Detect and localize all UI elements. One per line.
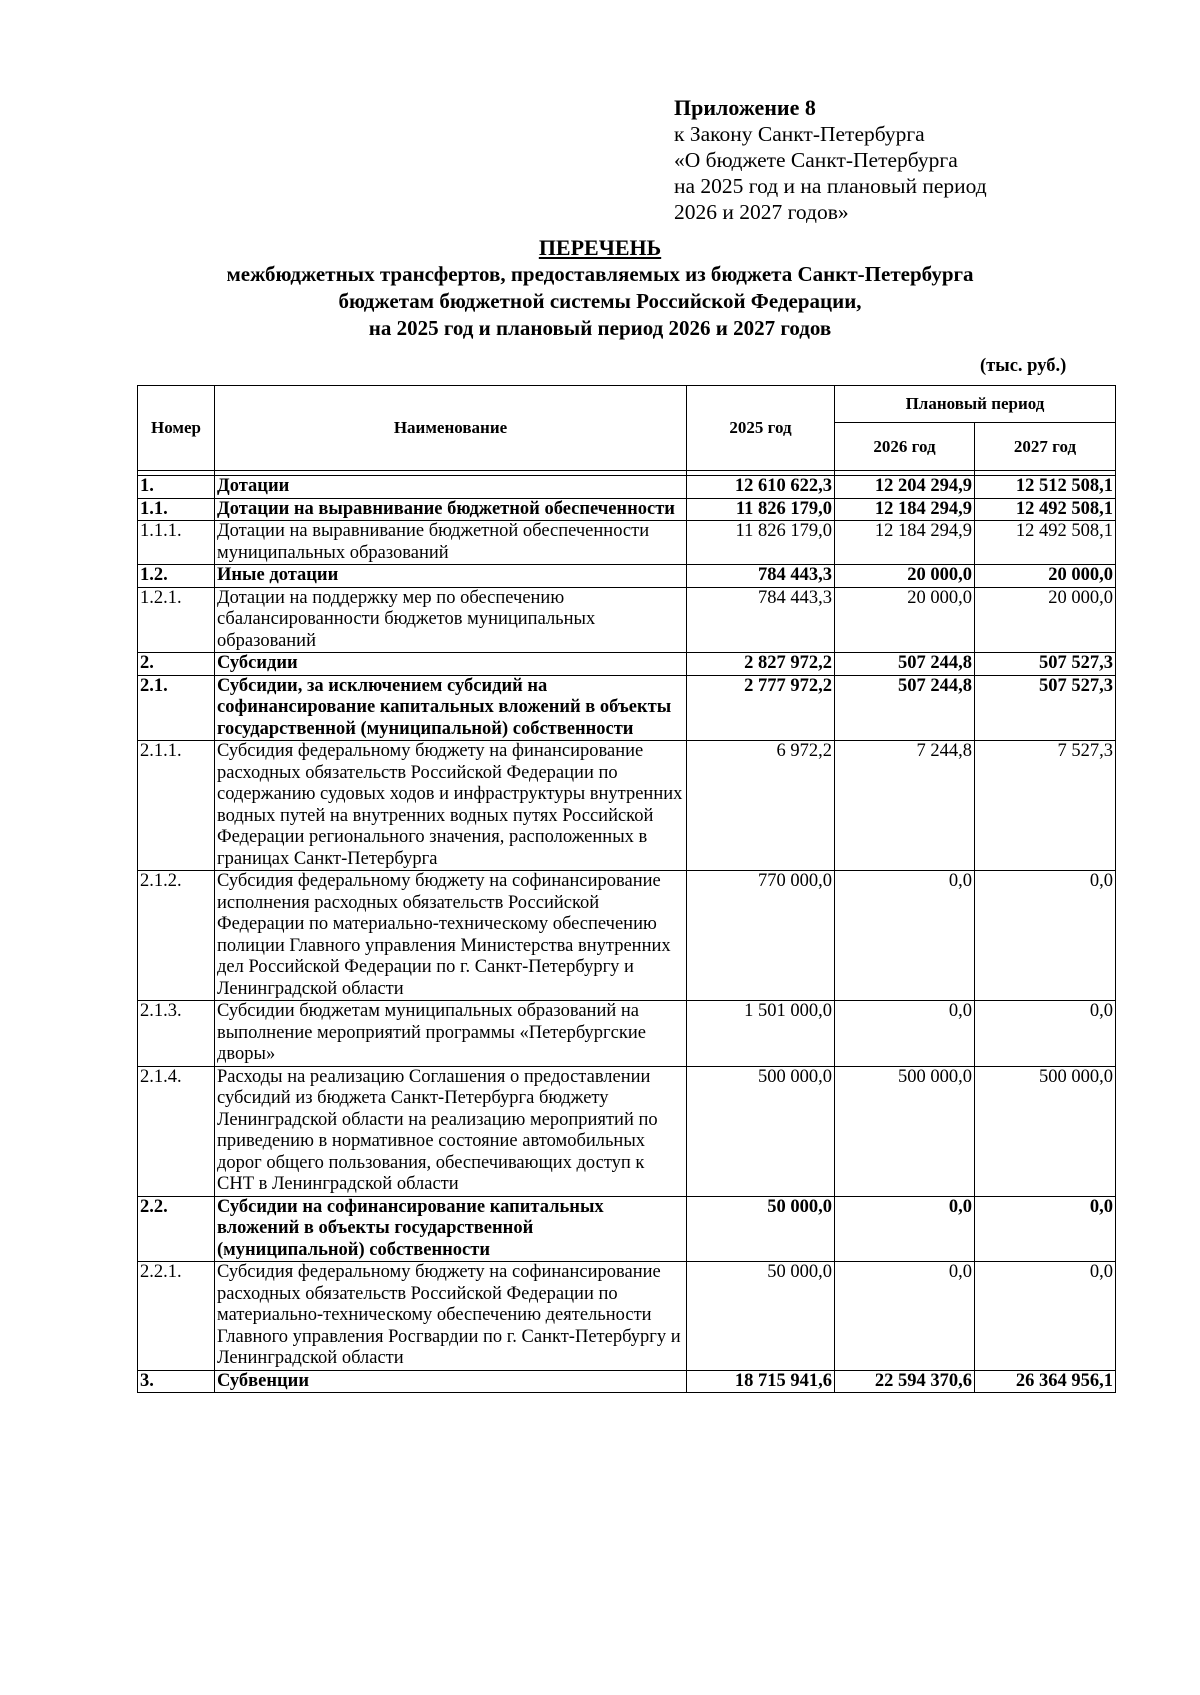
table-row (138, 653, 1116, 676)
row-name: Дотации на выравнивание бюджетной обеспеченности муниципальных образований (215, 521, 687, 565)
row-name: Субсидия федеральному бюджету на софинансирование расходных обязательств Российской Федерации по материально-техническому обеспечению деятельности Главного управления Росгвардии по г. Санкт-Петербургу и Ленинградской области (215, 1262, 687, 1371)
header-2027: 2027 год (975, 423, 1116, 471)
row-value-2027: 7 527,3 (975, 741, 1116, 871)
row-number: 1.1. (138, 498, 215, 521)
row-value-2027: 12 512 508,1 (975, 476, 1116, 499)
row-number: 2. (138, 653, 215, 676)
table-row (138, 1066, 1116, 1196)
row-number: 1. (138, 476, 215, 499)
appendix-line: 2026 и 2027 годов» (674, 200, 849, 224)
row-name: Расходы на реализацию Соглашения о предоставлении субсидий из бюджета Санкт-Петербурга бюджету Ленинградской области на реализацию мероприятий по приведению в нормативное состояние автомобильных дорог общего пользования, обеспечивающих доступ к СНТ в Ленинградской области (215, 1066, 687, 1196)
row-value-2026: 20 000,0 (835, 587, 975, 653)
row-name: Субсидии бюджетам муниципальных образований на выполнение мероприятий программы «Петербургские дворы» (215, 1001, 687, 1067)
row-value-2025: 50 000,0 (687, 1196, 835, 1262)
row-value-2026: 0,0 (835, 1001, 975, 1067)
row-value-2025: 784 443,3 (687, 565, 835, 588)
row-number: 2.1.2. (138, 871, 215, 1001)
table-row (138, 1370, 1116, 1393)
row-value-2025: 50 000,0 (687, 1262, 835, 1371)
header-planned-period: Плановый период (835, 386, 1116, 423)
appendix-title: Приложение 8 (674, 95, 816, 120)
row-number: 2.2.1. (138, 1262, 215, 1371)
row-value-2027: 507 527,3 (975, 675, 1116, 741)
row-value-2025: 1 501 000,0 (687, 1001, 835, 1067)
table-row (138, 871, 1116, 1001)
document-title: ПЕРЕЧЕНЬ (538, 235, 662, 260)
header-name: Наименование (215, 386, 687, 471)
row-number: 2.1. (138, 675, 215, 741)
row-value-2025: 770 000,0 (687, 871, 835, 1001)
row-value-2025: 6 972,2 (687, 741, 835, 871)
table-row (138, 565, 1116, 588)
table-row (138, 521, 1116, 565)
table-row (138, 741, 1116, 871)
appendix-line: на 2025 год и на плановый период (674, 174, 987, 198)
row-number: 2.2. (138, 1196, 215, 1262)
row-number: 2.1.4. (138, 1066, 215, 1196)
row-value-2026: 0,0 (835, 1262, 975, 1371)
heading-line: на 2025 год и плановый период 2026 и 2027 годов (368, 316, 832, 340)
row-value-2027: 500 000,0 (975, 1066, 1116, 1196)
row-number: 1.2. (138, 565, 215, 588)
row-value-2026: 500 000,0 (835, 1066, 975, 1196)
row-name: Субсидия федеральному бюджету на финансирование расходных обязательств Российской Федерации по содержанию судовых ходов и инфраструктуры внутренних водных путей на внутренних водных путях Российской Федерации регионального значения, расположенных в границах Санкт-Петербурга (215, 741, 687, 871)
row-name: Субсидия федеральному бюджету на софинансирование исполнения расходных обязательств Российской Федерации по материально-техническому обеспечению полиции Главного управления Министерства внутренних дел Российской Федерации по г. Санкт-Петербургу и Ленинградской области (215, 871, 687, 1001)
table-row (138, 1001, 1116, 1067)
row-value-2026: 507 244,8 (835, 675, 975, 741)
row-number: 2.1.3. (138, 1001, 215, 1067)
row-name: Дотации на поддержку мер по обеспечению сбалансированности бюджетов муниципальных образований (215, 587, 687, 653)
row-value-2025: 784 443,3 (687, 587, 835, 653)
row-value-2027: 20 000,0 (975, 565, 1116, 588)
row-value-2026: 7 244,8 (835, 741, 975, 871)
row-name: Дотации (215, 476, 687, 499)
row-value-2026: 507 244,8 (835, 653, 975, 676)
row-value-2027: 0,0 (975, 1001, 1116, 1067)
document-heading (0, 234, 1200, 342)
header-2025: 2025 год (687, 386, 835, 471)
table-row (138, 1196, 1116, 1262)
row-name: Субвенции (215, 1370, 687, 1393)
table-row (138, 1262, 1116, 1371)
heading-line: межбюджетных трансфертов, предоставляемых из бюджета Санкт-Петербурга (226, 262, 974, 286)
appendix-line: «О бюджете Санкт-Петербурга (674, 148, 958, 172)
row-value-2027: 0,0 (975, 1196, 1116, 1262)
row-value-2026: 0,0 (835, 871, 975, 1001)
row-value-2027: 12 492 508,1 (975, 521, 1116, 565)
row-value-2027: 0,0 (975, 1262, 1116, 1371)
row-value-2025: 11 826 179,0 (687, 521, 835, 565)
row-value-2025: 2 777 972,2 (687, 675, 835, 741)
row-value-2025: 18 715 941,6 (687, 1370, 835, 1393)
table-row (138, 675, 1116, 741)
table-row (138, 587, 1116, 653)
row-number: 1.1.1. (138, 521, 215, 565)
header-number: Номер (138, 386, 215, 471)
appendix-block (674, 95, 1134, 225)
table-row (138, 498, 1116, 521)
row-number: 3. (138, 1370, 215, 1393)
units-label: (тыс. руб.) (980, 356, 1067, 376)
row-name: Иные дотации (215, 565, 687, 588)
header-2026: 2026 год (835, 423, 975, 471)
row-value-2027: 12 492 508,1 (975, 498, 1116, 521)
row-value-2025: 2 827 972,2 (687, 653, 835, 676)
appendix-line: к Закону Санкт-Петербурга (674, 122, 925, 146)
row-value-2026: 12 184 294,9 (835, 521, 975, 565)
row-value-2025: 12 610 622,3 (687, 476, 835, 499)
row-value-2025: 500 000,0 (687, 1066, 835, 1196)
row-name: Субсидии (215, 653, 687, 676)
row-value-2027: 26 364 956,1 (975, 1370, 1116, 1393)
row-value-2025: 11 826 179,0 (687, 498, 835, 521)
row-number: 2.1.1. (138, 741, 215, 871)
row-value-2027: 507 527,3 (975, 653, 1116, 676)
row-value-2026: 12 184 294,9 (835, 498, 975, 521)
row-value-2027: 20 000,0 (975, 587, 1116, 653)
row-name: Дотации на выравнивание бюджетной обеспеченности (215, 498, 687, 521)
row-name: Субсидии, за исключением субсидий на софинансирование капитальных вложений в объекты государственной (муниципальной) собственности (215, 675, 687, 741)
row-value-2026: 20 000,0 (835, 565, 975, 588)
row-name: Субсидии на софинансирование капитальных вложений в объекты государственной (муниципальной) собственности (215, 1196, 687, 1262)
table-body (138, 471, 1116, 1393)
row-value-2026: 12 204 294,9 (835, 476, 975, 499)
row-value-2026: 0,0 (835, 1196, 975, 1262)
row-value-2027: 0,0 (975, 871, 1116, 1001)
table-row (138, 476, 1116, 499)
transfers-table (137, 385, 1116, 1393)
row-number: 1.2.1. (138, 587, 215, 653)
heading-line: бюджетам бюджетной системы Российской Федерации, (338, 289, 862, 313)
row-value-2026: 22 594 370,6 (835, 1370, 975, 1393)
